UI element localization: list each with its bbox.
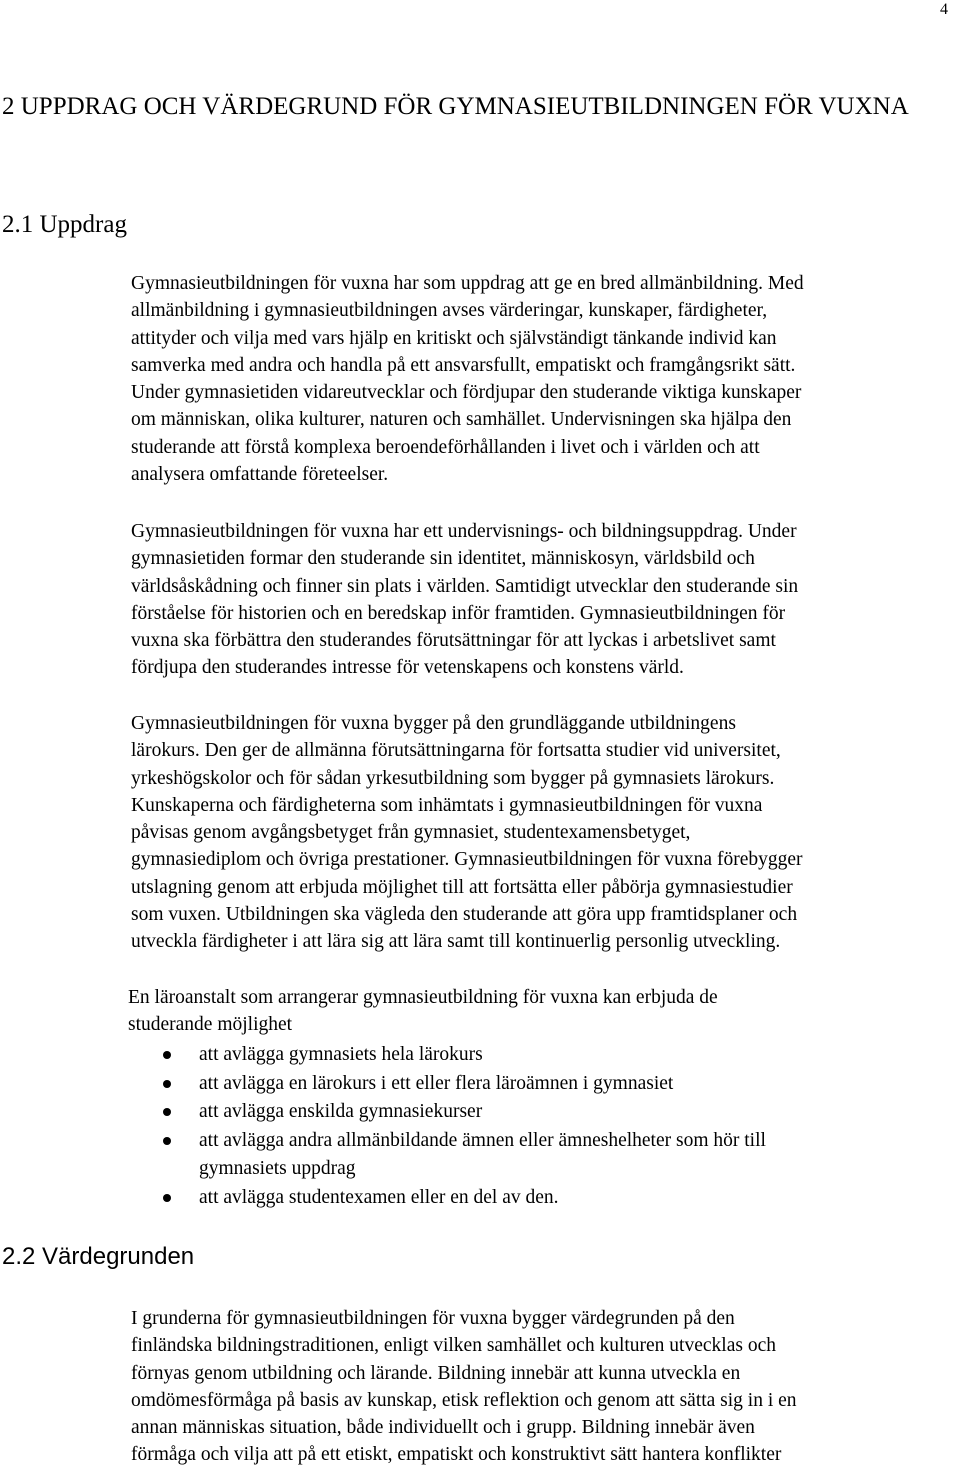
bullet-icon — [163, 1194, 171, 1202]
section-heading-uppdrag: 2.1 Uppdrag — [2, 211, 127, 238]
list-item-text: att avlägga studentexamen eller en del av den. — [199, 1186, 559, 1208]
list-item — [128, 1070, 928, 1099]
list-item-text: att avlägga gymnasiets hela lärokurs — [199, 1044, 483, 1065]
paragraph-laroanstalt: En läroanstalt som arrangerar gymnasieutbildning för vuxna kan erbjuda de studerande möjlighet — [128, 987, 718, 1036]
bullet-icon — [163, 1080, 171, 1088]
bullet-icon — [163, 1051, 171, 1059]
paragraph-vardegrund: I grunderna för gymnasieutbildningen för vuxna bygger värdegrunden på den finländska bildningstraditionen, enligt vilken samhället och kulturen utvecklas och förnyas genom utbildning och lärande. Bildning innebär att kunna utveckla en omdömesförmåga på basis av kunskap, etisk reflektion och genom att sätta sig in i en annan människas situation, både individuellt och i grupp. Bildning innebär även förmåga och vilja att på ett etiskt, empatiskt och konstruktivt sätt hantera konflikter — [131, 1308, 797, 1466]
bullet-icon — [163, 1137, 171, 1145]
list-item-text: att avlägga enskilda gymnasiekurser — [199, 1101, 483, 1122]
list-item — [128, 1184, 928, 1213]
bullet-icon — [163, 1108, 171, 1116]
bullet-list — [128, 1041, 928, 1212]
list-item-text: att avlägga en lärokurs i ett eller flera läroämnen i gymnasiet — [199, 1072, 674, 1094]
paragraph-larokurs: Gymnasieutbildningen för vuxna bygger på den grundläggande utbildningens lärokurs. Den ger de allmänna förutsättningarna för fortsatta studier vid universitet, yrkeshögskolor och för sådan yrkesutbildning som bygger på gymnasiets lärokurs. Kunskaperna och färdigheterna som inhämtats i gymnasieutbildningen för vuxna påvisas genom avgångsbetyget från gymnasiet, studentexamensbetyget, gymnasiediplom och övriga prestationer. Gymnasieutbildningen för vuxna förebygger utslagning genom att erbjuda möjlighet till att fortsätta eller påbörja gymnasiestudier som vuxen. Utbildningen ska vägleda den studerande att göra upp framtidsplaner och utveckla färdigheter i att lära sig att lära samt till kontinuerlig personlig utveckling. — [131, 713, 803, 953]
page-number: 4 — [940, 1, 948, 18]
paragraph-allmanbildning: Gymnasieutbildningen för vuxna har som uppdrag att ge en bred allmänbildning. Med allmänbildning i gymnasieutbildningen avses värderingar, kunskaper, färdigheter, attityder och vilja med vars hjälp en kritiskt och självständigt tänkande individ kan samverka med andra och handla på ett ansvarsfullt, empatiskt och framgångsrikt sätt. Under gymnasietiden vidareutvecklar och fördjupar den studerande viktiga kunskaper om människan, olika kulturer, naturen och samhället. Undervisningen ska hjälpa den studerande att förstå komplexa beroendeförhållanden i livet och i världen och att analysera omfattande företeelser. — [131, 273, 804, 486]
list-item — [128, 1127, 928, 1184]
list-item — [128, 1098, 928, 1127]
section-heading-vardegrund: 2.2 Värdegrunden — [2, 1243, 195, 1270]
list-item-text: att avlägga andra allmänbildande ämnen eller ämneshelheter som hör till gymnasiets uppdrag — [199, 1129, 766, 1179]
paragraph-undervisningsuppdrag: Gymnasieutbildningen för vuxna har ett undervisnings- och bildningsuppdrag. Under gymnasietiden formar den studerande sin identitet, människosyn, världsbild och världsåskådning och finner sin plats i världen. Samtidigt utvecklar den studerande sin förståelse för historien och en beredskap inför framtiden. Gymnasieutbildningen för vuxna ska förbättra den studerandes förutsättningar för att lyckas i arbetslivet samt fördjupa den studerandes intresse för vetenskapens och konstens värld. — [131, 521, 799, 679]
chapter-heading: 2 UPPDRAG OCH VÄRDEGRUND FÖR GYMNASIEUTBILDNINGEN FÖR VUXNA — [2, 93, 909, 120]
list-item — [128, 1041, 928, 1070]
